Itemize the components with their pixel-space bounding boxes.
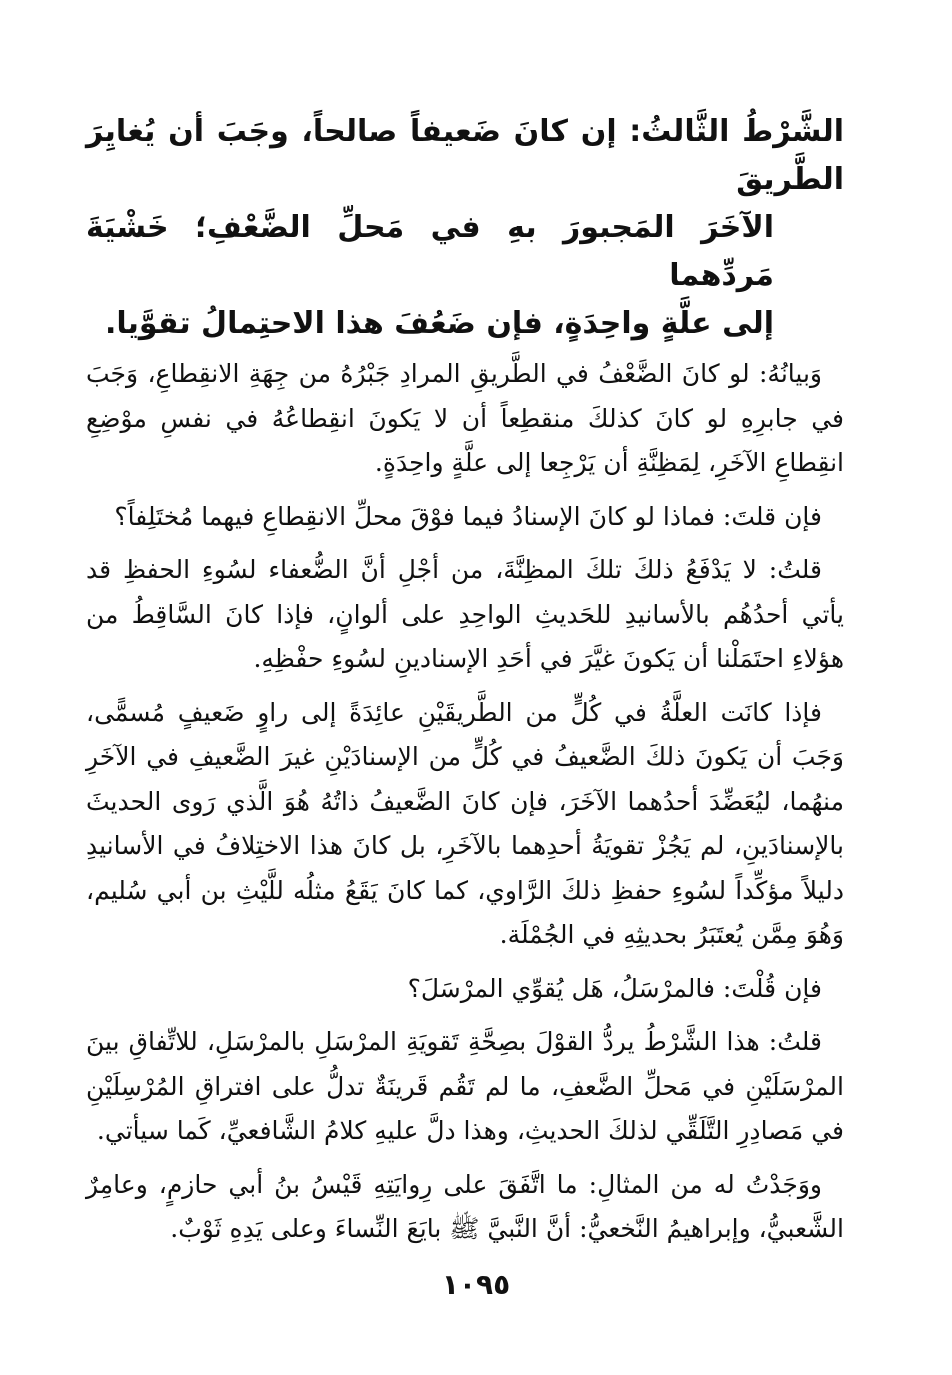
page-number: ١٠٩٥ xyxy=(441,1268,511,1301)
paragraph-answer-1 xyxy=(86,548,844,682)
paragraph-text: قلتُ: لا يَدْفَعُ ذلكَ تلكَ المظِنَّةَ، من أجْلِ أنَّ الضُّعفاء لسُوءِ الحفظِ قد يأتي أحدُهُم بالأسانيدِ للحَديثِ الواحِدِ على ألوانٍ، فإذا كانَ السَّاقِطُ من هؤلاءِ احتَمَلْنا أن يَكونَ غيَّرَ في أحَدِ الإسنادينِ لسُوءِ حفْظِهِ. xyxy=(86,555,844,673)
paragraph-question-1 xyxy=(86,495,844,540)
page-text-block xyxy=(86,108,844,1261)
paragraph-weak-narrator xyxy=(86,691,844,958)
paragraph-text: فإن قلتَ: فماذا لو كانَ الإسنادُ فيما فوْقَ محلِّ الانقِطاعِ فيهما مُختَلِفاً؟ xyxy=(114,501,822,531)
paragraph-explanation xyxy=(86,352,844,486)
heading-line-2: الآخَرَ المَجبورَ بهِ في مَحلِّ الضَّعْفِ؛ خَشْيَةَ مَردِّهما xyxy=(86,210,774,293)
section-heading xyxy=(86,108,844,348)
heading-line-3: إلى علَّةٍ واحِدَةٍ، فإن ضَعُفَ هذا الاحتِمالُ تقوَّيا. xyxy=(105,306,774,341)
heading-line-1: الشَّرْطُ الثَّالثُ: إن كانَ ضَعيفاً صالحاً، وجَبَ أن يُغايِرَ الطَّريقَ xyxy=(86,114,844,197)
paragraph-text: فإن قُلْتَ: فالمرْسَلُ، هَل يُقوِّي المرْسَلَ؟ xyxy=(407,973,822,1003)
paragraph-text: قلتُ: هذا الشَّرْطُ يردُّ القوْلَ بصِحَّةِ تَقويَةِ المرْسَلِ بالمرْسَلِ، للاتِّفاقِ بينَ المرْسَلَيْنِ في مَحلِّ الضَّعفِ، ما لم تَقُم قَرينَةٌ تدلُّ على افتراقِ المُرْسِلَيْنِ في مَصادِرِ التَّلَقِّي لذلكَ الحديثِ، وهذا دلَّ عليهِ كلامُ الشَّافعيِّ، كَما سيأتي. xyxy=(86,1027,844,1145)
paragraph-text: وَبيانُهُ: لو كانَ الضَّعْفُ في الطَّريقِ المرادِ جَبْرُهُ من جِهَةِ الانقِطاعِ، وَجَبَ في جابرِهِ لو كانَ كذلكَ منقطِعاً أن لا يَكونَ انقِطاعُهُ في نفسِ موْضِعِ انقِطاعِ الآخَرِ، لِمَظِنَّةِ أن يَرْجِعا إلى علَّةٍ واحِدَةٍ. xyxy=(86,359,844,477)
paragraph-text: فإذا كانَت العلَّةُ في كُلٍّ من الطَّريقَيْنِ عائِدَةً إلى راوٍ ضَعيفٍ مُسمًّى، وَجَبَ أن يَكونَ ذلكَ الضَّعيفُ في كُلٍّ من الإسنادَيْنِ غيرَ الضَّعيفِ في الآخَرِ منهُما، ليُعَضِّدَ أحدُهما الآخَرَ، فإن كانَ الضَّعيفُ ذاتُهُ هُوَ الَّذي رَوى الحديثَ بالإسنادَينِ، لم يَجُزْ تقويَةُ أحدِهما بالآخَرِ، بل كانَ هذا الاختِلافُ في الأسانيدِ دليلاً مؤكِّداً لسُوءِ حفظِ ذلكَ الرَّاوي، كما كانَ يَقَعُ مثلُه للَّيْثِ بن أبي سُليم، وَهُوَ مِمَّن يُعتَبَرُ بحديثِهِ في الجُمْلَة. xyxy=(86,697,844,949)
paragraph-answer-2 xyxy=(86,1020,844,1154)
paragraph-text: ووَجَدْتُ له من المثالِ: ما اتَّفَقَ على رِوايَتِهِ قَيْسُ بنُ أبي حازمٍ، وعامِرٌ الشَّعبيُّ، وإبراهيمُ النَّخعيُّ: أنَّ النَّبيَّ ﷺ بايَعَ النِّساءَ وعلى يَدِهِ ثَوْبٌ. xyxy=(86,1169,844,1243)
paragraph-question-2 xyxy=(86,967,844,1012)
paragraph-example xyxy=(86,1163,844,1252)
